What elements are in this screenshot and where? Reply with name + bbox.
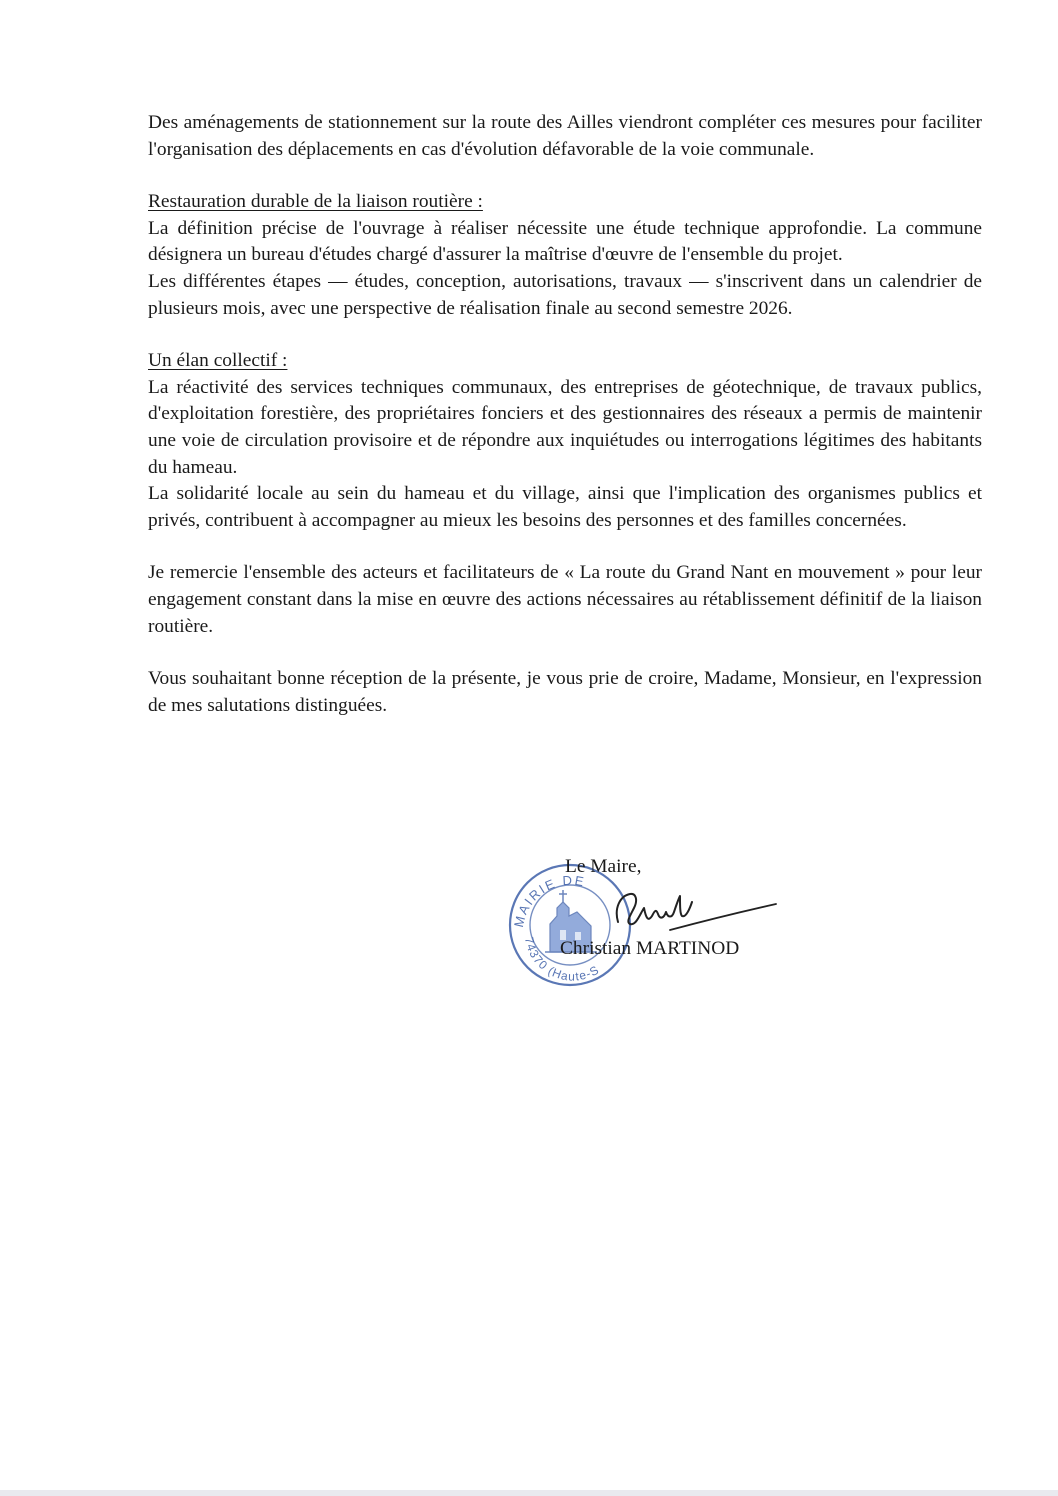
letter-body [148,110,982,719]
collective-paragraph-1: La réactivité des services techniques communaux, des entreprises de géotechnique, de travaux publics, d'exploitation forestière, des propriétaires fonciers et des gestionnaires des réseaux a permis de maintenir une voie de circulation provisoire et de répondre aux inquiétudes ou interrogations légitimes des habitants du hameau. [148,376,982,478]
signature-block [505,852,795,1002]
section-heading-collective: Un élan collectif : [148,350,288,372]
collective-paragraph-2: La solidarité locale au sein du hameau et du village, ainsi que l'implication des organismes publics et privés, contribuent à accompagner au mieux les besoins des personnes et des familles concernées. [148,483,982,531]
closing-paragraph: Vous souhaitant bonne réception de la présente, je vous prie de croire, Madame, Monsieur, en l'expression de mes salutations distinguées. [148,668,982,716]
stamp-bottom-text: 74370 (Haute-S [521,935,602,984]
thanks-paragraph: Je remercie l'ensemble des acteurs et facilitateurs de « La route du Grand Nant en mouvement » pour leur engagement constant dans la mise en œuvre des actions nécessaires au rétablissement définitif de la liaison routière. [148,562,982,637]
section-heading-restoration: Restauration durable de la liaison routière : [148,191,483,213]
stamp-top-text: MAIRIE DE [510,872,587,929]
restoration-paragraph-1: La définition précise de l'ouvrage à réaliser nécessite une étude technique approfondie. La commune désignera un bureau d'études chargé d'assurer la maîtrise d'œuvre de l'ensemble du projet. [148,217,982,266]
paragraph-gap [148,640,982,666]
restoration-paragraph-2: Les différentes étapes — études, conception, autorisations, travaux — s'inscrivent dans un calendrier de plusieurs mois, avec une perspective de réalisation finale au second semestre 2026. [148,270,982,319]
signature-title: Le Maire, [565,856,642,877]
signature-name: Christian MARTINOD [560,938,740,959]
paragraph-gap [148,163,982,189]
paragraph-gap [148,322,982,348]
handwritten-signature-icon [600,878,780,938]
paragraph-gap [148,534,982,560]
intro-paragraph: Des aménagements de stationnement sur la route des Ailles viendront compléter ces mesures pour faciliter l'organisation des déplacements en cas d'évolution défavorable de la voie communale. [148,112,982,160]
page-bottom-edge [0,1490,1058,1496]
